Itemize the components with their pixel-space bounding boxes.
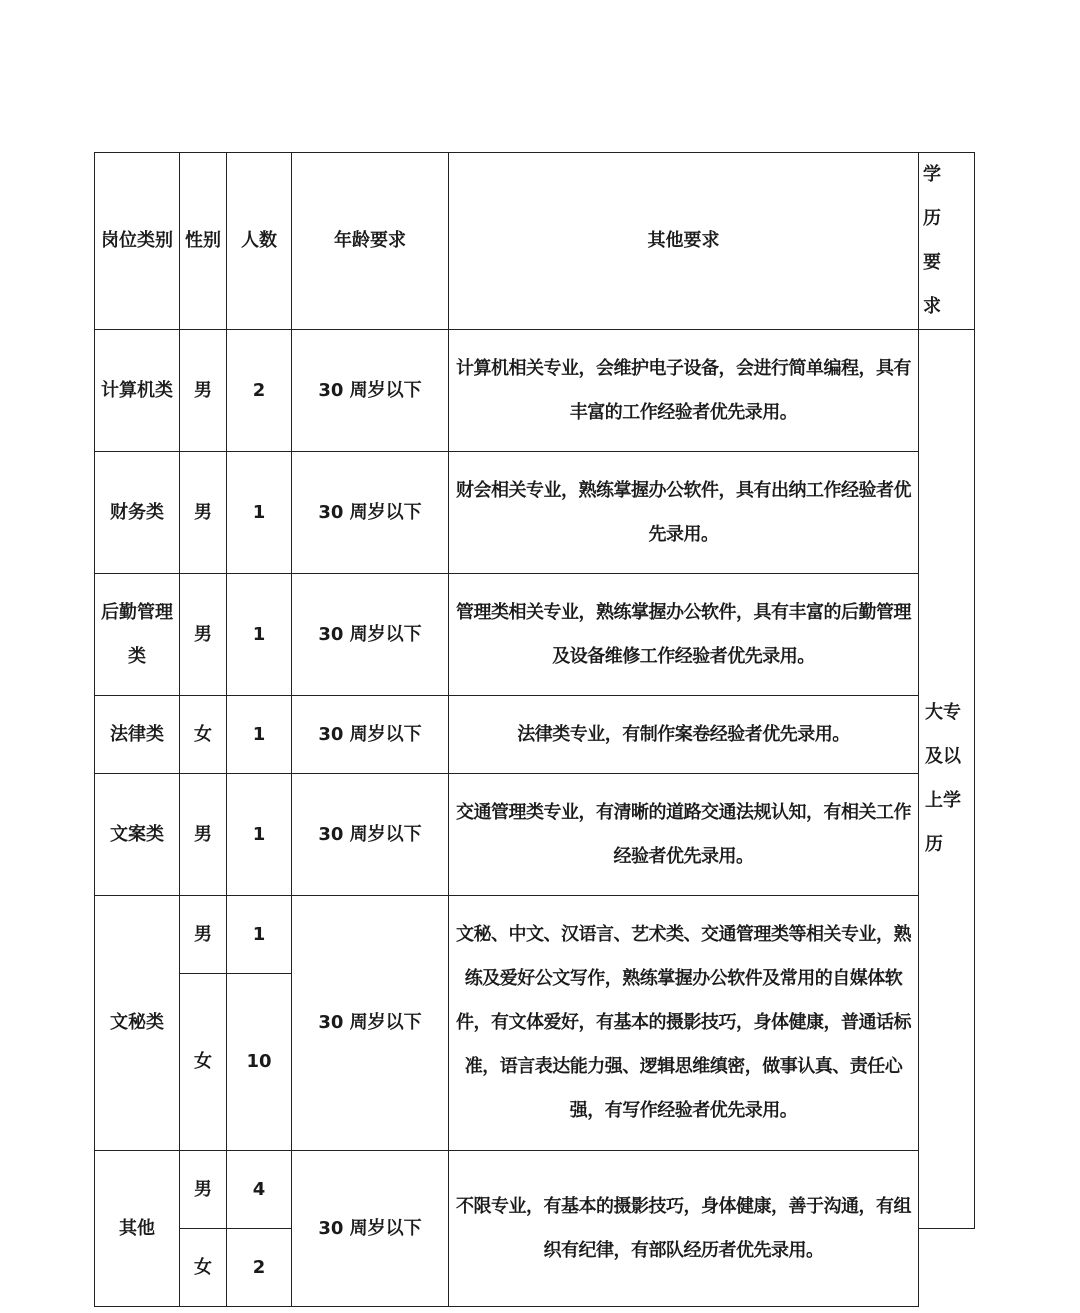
- cell-count: 2: [227, 330, 292, 452]
- header-requirements: 其他要求: [449, 153, 919, 330]
- table-row: [95, 330, 975, 452]
- cell-count: 1: [227, 896, 292, 974]
- cell-requirements: 法律类专业，有制作案卷经验者优先录用。: [449, 696, 919, 774]
- header-age: 年龄要求: [292, 153, 449, 330]
- cell-gender: 男: [180, 774, 227, 896]
- cell-gender: 男: [180, 896, 227, 974]
- cell-category: 文秘类: [95, 896, 180, 1151]
- cell-age: 30 周岁以下: [292, 574, 449, 696]
- cell-age: 30 周岁以下: [292, 774, 449, 896]
- cell-age: 30 周岁以下: [292, 696, 449, 774]
- table-row: [95, 896, 975, 974]
- cell-category: 财务类: [95, 452, 180, 574]
- table-row: [95, 696, 975, 774]
- cell-gender: 男: [180, 1151, 227, 1229]
- table-row: [95, 1151, 975, 1229]
- cell-gender: 女: [180, 974, 227, 1151]
- cell-count: 1: [227, 574, 292, 696]
- header-row: [95, 153, 975, 330]
- cell-requirements: 交通管理类专业，有清晰的道路交通法规认知，有相关工作经验者优先录用。: [449, 774, 919, 896]
- cell-count: 1: [227, 452, 292, 574]
- cell-age: 30 周岁以下: [292, 896, 449, 1151]
- recruitment-table: [94, 152, 975, 1307]
- table-row: [95, 774, 975, 896]
- table-row: [95, 452, 975, 574]
- cell-requirements: 不限专业，有基本的摄影技巧，身体健康，善于沟通，有组织有纪律，有部队经历者优先录用。: [449, 1151, 919, 1307]
- cell-count: 10: [227, 974, 292, 1151]
- cell-education: 大专及以上学历: [919, 330, 975, 1229]
- cell-category: 计算机类: [95, 330, 180, 452]
- cell-gender: 女: [180, 696, 227, 774]
- cell-requirements: 计算机相关专业，会维护电子设备，会进行简单编程，具有丰富的工作经验者优先录用。: [449, 330, 919, 452]
- header-category: 岗位类别: [95, 153, 180, 330]
- cell-count: 1: [227, 696, 292, 774]
- cell-gender: 男: [180, 574, 227, 696]
- cell-requirements: 财会相关专业，熟练掌握办公软件，具有出纳工作经验者优先录用。: [449, 452, 919, 574]
- cell-gender: 女: [180, 1229, 227, 1307]
- cell-category: 后勤管理类: [95, 574, 180, 696]
- header-education: 学历要求: [919, 153, 975, 330]
- cell-gender: 男: [180, 452, 227, 574]
- cell-category: 其他: [95, 1151, 180, 1307]
- cell-age: 30 周岁以下: [292, 452, 449, 574]
- cell-count: 2: [227, 1229, 292, 1307]
- cell-category: 法律类: [95, 696, 180, 774]
- cell-category: 文案类: [95, 774, 180, 896]
- cell-gender: 男: [180, 330, 227, 452]
- cell-count: 1: [227, 774, 292, 896]
- cell-requirements: 文秘、中文、汉语言、艺术类、交通管理类等相关专业，熟练及爱好公文写作，熟练掌握办公软件及常用的自媒体软件，有文体爱好，有基本的摄影技巧，身体健康，普通话标准，语言表达能力强、逻辑思维缜密，做事认真、责任心强，有写作经验者优先录用。: [449, 896, 919, 1151]
- header-gender: 性别: [180, 153, 227, 330]
- cell-requirements: 管理类相关专业，熟练掌握办公软件，具有丰富的后勤管理及设备维修工作经验者优先录用。: [449, 574, 919, 696]
- header-count: 人数: [227, 153, 292, 330]
- cell-count: 4: [227, 1151, 292, 1229]
- cell-age: 30 周岁以下: [292, 1151, 449, 1307]
- cell-age: 30 周岁以下: [292, 330, 449, 452]
- table-row: [95, 574, 975, 696]
